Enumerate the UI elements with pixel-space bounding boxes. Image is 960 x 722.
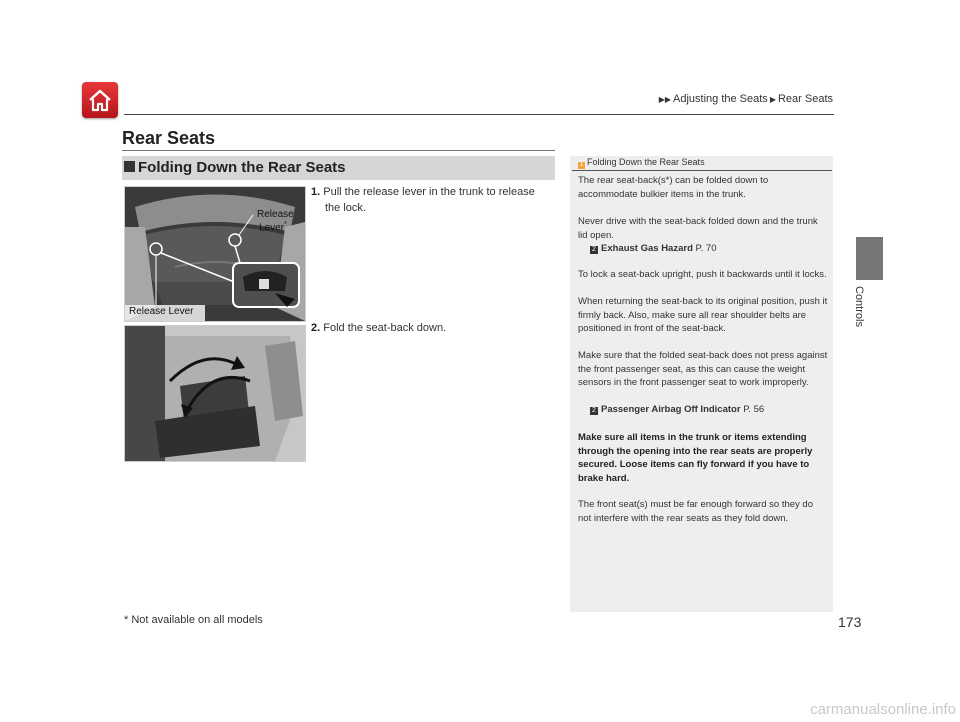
sidebar-divider bbox=[572, 170, 832, 171]
sidebar-warning: Make sure all items in the trunk or items extending through the opening into the rear seats are properly secured. Loose items can fly forward if you have to brake hard. bbox=[578, 432, 813, 484]
step-1: 1. Pull the release lever in the trunk to release the lock. bbox=[311, 186, 535, 214]
section-square-icon bbox=[124, 161, 135, 172]
header-divider bbox=[124, 114, 834, 115]
trunk-illustration bbox=[124, 186, 306, 322]
note-marker-icon: 1 bbox=[579, 162, 584, 168]
page-number: 173 bbox=[838, 614, 862, 630]
footnote: * Not available on all models bbox=[124, 614, 263, 626]
chapter-tab-label: Controls bbox=[853, 286, 865, 327]
cross-reference-exhaust[interactable]: 2 Exhaust Gas Hazard P. 70 bbox=[578, 242, 840, 256]
sidebar-paragraph: When returning the seat-back to its original position, push it firmly back. Also, make sure all rear shoulder belts are positioned in front of the seat-back. bbox=[578, 296, 828, 334]
callout-release-lever-top-line2: Lever* bbox=[259, 221, 287, 234]
sidebar-paragraph: The rear seat-back(s*) can be folded down to accommodate bulkier items in the trunk. bbox=[578, 175, 769, 200]
breadcrumb-item[interactable]: Adjusting the Seats bbox=[673, 93, 768, 105]
sidebar-paragraph: To lock a seat-back upright, push it backwards until it locks. bbox=[578, 269, 827, 280]
sidebar-heading: 1 Folding Down the Rear Seats bbox=[579, 157, 705, 168]
sidebar-paragraph: The front seat(s) must be far enough forward so they do not interfere with the rear seats as they fold down. bbox=[578, 499, 813, 524]
reference-arrow-icon: 2 bbox=[590, 407, 598, 415]
section-title-text: Folding Down the Rear Seats bbox=[138, 159, 346, 176]
home-button[interactable] bbox=[82, 82, 118, 118]
callout-release-lever-top: Release bbox=[257, 209, 294, 220]
home-icon bbox=[82, 82, 118, 118]
watermark: carmanualsonline.info bbox=[810, 701, 956, 718]
sidebar-paragraph: Never drive with the seat-back folded down and the trunk lid open. bbox=[578, 216, 818, 241]
breadcrumb bbox=[657, 93, 833, 105]
cross-reference-airbag[interactable]: 2 Passenger Airbag Off Indicator P. 56 bbox=[578, 403, 840, 417]
step-2: 2. Fold the seat-back down. bbox=[311, 322, 447, 334]
breadcrumb-arrow-icon: ▶ bbox=[769, 95, 776, 104]
reference-arrow-icon: 2 bbox=[590, 246, 598, 254]
trunk-photo bbox=[125, 187, 305, 321]
sidebar-paragraph: Make sure that the folded seat-back does not press against the front passenger seat, as this can cause the weight sensors in the front passenger seat to work improperly. bbox=[578, 350, 828, 388]
breadcrumb-arrow-icon: ▶▶ bbox=[658, 95, 672, 104]
chapter-tab[interactable] bbox=[856, 237, 883, 280]
page-title: Rear Seats bbox=[122, 128, 216, 148]
section-title bbox=[124, 159, 346, 176]
breadcrumb-item[interactable]: Rear Seats bbox=[777, 93, 833, 105]
seat-fold-illustration bbox=[124, 325, 306, 462]
callout-release-lever-bottom: Release Lever bbox=[129, 306, 194, 317]
seat-photo bbox=[125, 326, 305, 461]
title-divider bbox=[122, 150, 555, 151]
